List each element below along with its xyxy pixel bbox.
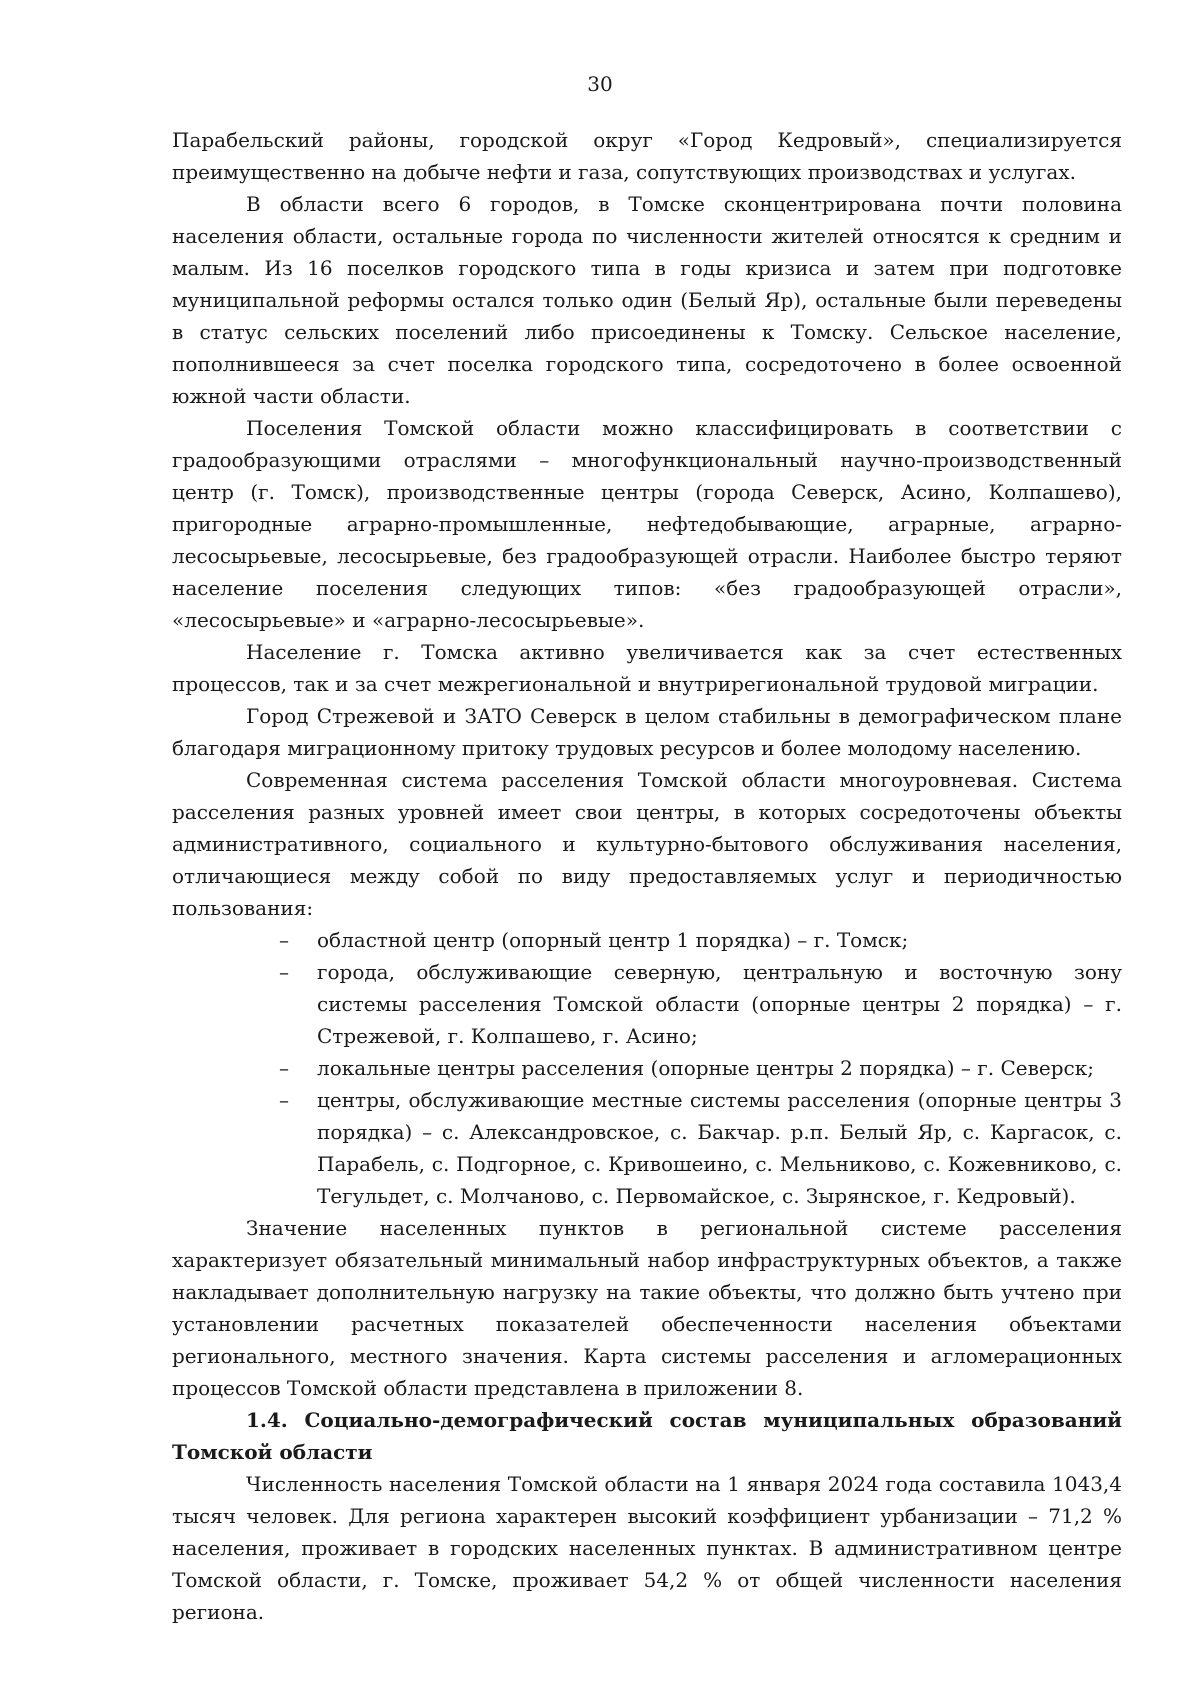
settlement-centers-list xyxy=(172,924,1122,1212)
list-item-text: областной центр (опорный центр 1 порядка) – г. Томск; xyxy=(317,928,909,952)
section-heading: 1.4. Социально-демографический состав муниципальных образований Томской области xyxy=(172,1408,1122,1464)
list-item-text: локальные центры расселения (опорные центры 2 порядка) – г. Северск; xyxy=(317,1056,1094,1080)
paragraph-strezhevoy-seversk: Город Стрежевой и ЗАТО Северск в целом стабильны в демографическом плане благодаря миграционному притоку трудовых ресурсов и более молодому населению. xyxy=(172,704,1122,760)
list-item xyxy=(279,956,1122,1052)
list-item xyxy=(279,924,1122,956)
list-dash: – xyxy=(279,1088,289,1112)
paragraph-cities: В области всего 6 городов, в Томске сконцентрирована почти половина населения области, остальные города по численности жителей относятся к средним и малым. Из 16 поселков городского типа в годы кризиса и затем при подготовке муниципальной реформы остался только один (Белый Яр), остальные были переведены в статус сельских поселений либо присоединены к Томску. Сельское население, пополнившееся за счет поселка городского типа, сосредоточено в более освоенной южной части области. xyxy=(172,192,1122,408)
paragraph-tomsk-population: Население г. Томска активно увеличивается как за счет естественных процессов, так и за счет межрегиональной и внутрирегиональной трудовой миграции. xyxy=(172,640,1122,696)
list-item-text: центры, обслуживающие местные системы расселения (опорные центры 3 порядка) – с. Александровское, с. Бакчар. р.п. Белый Яр, с. Каргасок, с. Парабель, с. Подгорное, с. Кривошеино, с. Мельниково, с. Кожевниково, с. Тегульдет, с. Молчаново, с. Первомайское, с. Зырянское, г. Кедровый). xyxy=(317,1088,1122,1208)
list-dash: – xyxy=(279,1056,289,1080)
paragraph-classification: Поселения Томской области можно классифицировать в соответствии с градообразующими отраслями – многофункциональный научно-производственный центр (г. Томск), производственные центры (города Северск, Асино, Колпашево), пригородные аграрно-промышленные, нефтедобывающие, аграрные, аграрно-лесосырьевые, лесосырьевые, без градообразующей отрасли. Наиболее быстро теряют население поселения следующих типов: «без градообразующей отрасли», «лесосырьевые» и «аграрно-лесосырьевые». xyxy=(172,416,1122,632)
list-item-text: города, обслуживающие северную, центральную и восточную зону системы расселения Томской области (опорные центры 2 порядка) – г. Стрежевой, г. Колпашево, г. Асино; xyxy=(317,960,1122,1048)
list-item xyxy=(279,1052,1122,1084)
paragraph-settlement-system: Современная система расселения Томской области многоуровневая. Система расселения разных уровней имеет свои центры, в которых сосредоточены объекты административного, социального и культурно-бытового обслуживания населения, отличающиеся между собой по виду предоставляемых услуг и периодичностью пользования: xyxy=(172,768,1122,920)
paragraph-population-stats: Численность населения Томской области на 1 января 2024 года составила 1043,4 тысяч человек. Для региона характерен высокий коэффициент урбанизации – 71,2 % населения, проживает в городских населенных пунктах. В административном центре Томской области, г. Томске, проживает 54,2 % от общей численности населения региона. xyxy=(172,1472,1122,1624)
list-dash: – xyxy=(279,960,289,984)
list-item xyxy=(279,1084,1122,1212)
paragraph-significance: Значение населенных пунктов в региональной системе расселения характеризует обязательный минимальный набор инфраструктурных объектов, а также накладывает дополнительную нагрузку на такие объекты, что должно быть учтено при установлении расчетных показателей обеспеченности населения объектами регионального, местного значения. Карта системы расселения и агломерационных процессов Томской области представлена в приложении 8. xyxy=(172,1216,1122,1400)
document-body xyxy=(172,124,1122,1628)
page-number: 30 xyxy=(587,72,613,96)
list-dash: – xyxy=(279,928,289,952)
paragraph-continuation: Парабельский районы, городской округ «Город Кедровый», специализируется преимущественно на добыче нефти и газа, сопутствующих производствах и услугах. xyxy=(172,128,1122,184)
